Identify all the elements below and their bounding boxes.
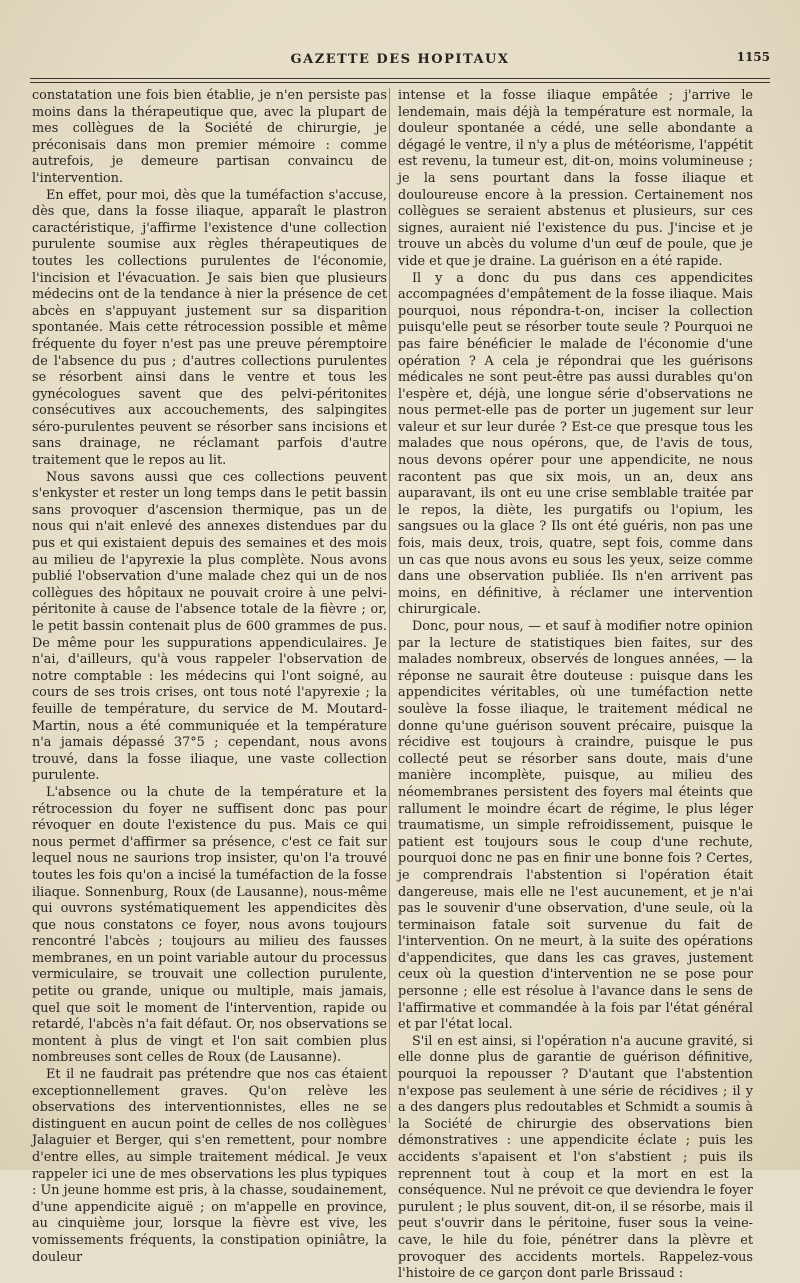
- paragraph: S'il en est ainsi, si l'opération n'a aucune gravité, si elle donne plus de garantie de guérison définitive, pourquoi la repousser ? D'autant que l'abstention n'expose pas seulement à une série de récidives ; il y a des dangers plus redoutables et Schmidt a soumis à la Société de chirurgie des observations bien démonstratives : une appendicite éclate ; puis les accidents s'apaisent et l'on s'abstient ; puis ils reprennent tout à coup et la mort en est la conséquence. Nul ne prévoit ce que deviendra le foyer purulent ; le plus souvent, dit-on, il se résorbe, mais il peut s'ouvrir dans le péritoine, fuser sous la veine-cave, le hile du foie, pénétrer dans la plèvre et provoquer des accidents mortels. Rappelez-vous l'histoire de ce garçon dont parle Brissaud :: [398, 1033, 753, 1282]
- right-column: [398, 88, 753, 1283]
- paragraph: En effet, pour moi, dès que la tuméfaction s'accuse, dès que, dans la fosse iliaque, apparaît le plastron caractéristique, j'affirme l'existence d'une collection purulente soumise aux règles thérapeutiques de toutes les collections purulentes de l'économie, l'incision et l'évacuation. Je sais bien que plusieurs médecins ont de la tendance à nier la présence de cet abcès en s'appuyant justement sur sa disparition spontanée. Mais cette rétrocession possible et même fréquente du foyer n'est pas une preuve péremptoire de l'absence du pus ; d'autres collections purulentes se résorbent ainsi dans le ventre et tous les gynécologues savent que des pelvi-péritonites consécutives aux accouchements, des salpingites séro-purulentes peuvent se résorber sans incisions et sans drainage, ne réclamant parfois d'autre traitement que le repos au lit.: [32, 187, 387, 469]
- column-divider: [389, 88, 390, 1123]
- paragraph: Nous savons aussi que ces collections peuvent s'enkyster et rester un long temps dans le petit bassin sans provoquer d'ascension thermique, pas un de nous qui n'ait enlevé des annexes distendues par du pus et qui existaient depuis des semaines et des mois au milieu de l'apyrexie la plus complète. Nous avons publié l'observation d'une malade chez qui un de nos collègues des hôpitaux ne pouvait croire à une pelvi-péritonite à cause de l'absence totale de la fièvre ; or, le petit bassin contenait plus de 600 grammes de pus. De même pour les suppurations appendiculaires. Je n'ai, d'ailleurs, qu'à vous rappeler l'observation de notre comptable : les médecins qui l'ont soigné, au cours de ses trois crises, ont tous noté l'apyrexie ; la feuille de température, du service de M. Moutard-Martin, nous a été communiquée et la température n'a jamais dépassé 37°5 ; cependant, nous avons trouvé, dans la fosse iliaque, une vaste collection purulente.: [32, 469, 387, 784]
- running-title: GAZETTE DES HOPITAUX: [290, 52, 510, 67]
- paragraph: Et il ne faudrait pas prétendre que nos cas étaient exceptionnellement graves. Qu'on relève les observations des interventionnistes, elles ne se distinguent en aucun point de celles de nos collègues Jalaguier et Berger, qui s'en remettent, pour nombre d'entre elles, au simple traitement médical. Je veux rappeler ici une de mes observations les plus typiques : Un jeune homme est pris, à la chasse, soudainement, d'une appendicite aiguë ; on m'appelle en province, au cinquième jour, lorsque la fièvre est vive, les vomissements fréquents, la constipation opiniâtre, la douleur: [32, 1067, 387, 1265]
- page-header: [30, 50, 770, 76]
- left-column: [32, 88, 387, 1266]
- header-rule-top: [30, 78, 770, 79]
- paragraph: intense et la fosse iliaque empâtée ; j'arrive le lendemain, mais déjà la température est normale, la douleur spontanée a cédé, une selle abondante a dégagé le ventre, il n'y a plus de météorisme, l'appétit est revenu, la tumeur est, dit-on, moins volumineuse ; je la sens pourtant dans la fosse iliaque et douloureuse encore à la pression. Certainement nos collègues se seraient abstenus et plusieurs, sur ces signes, auraient nié l'existence du pus. J'incise et je trouve un abcès du volume d'un œuf de poule, que je vide et que je draine. La guérison en a été rapide.: [398, 88, 753, 269]
- page-number: 1155: [736, 50, 770, 64]
- paragraph: constatation une fois bien établie, je n'en persiste pas moins dans la thérapeutique que, avec la plupart de mes collègues de la Société de chirurgie, je préconisais dans mon premier mémoire : comme autrefois, je demeure partisan convaincu de l'intervention.: [32, 88, 387, 186]
- paragraph: Il y a donc du pus dans ces appendicites accompagnées d'empâtement de la fosse iliaque. Mais pourquoi, nous répondra-t-on, inciser la collection puisqu'elle peut se résorber toute seule ? Pourquoi ne pas faire bénéficier le malade de l'économie d'une opération ? A cela je répondrai que les guérisons médicales ne sont peut-être pas aussi durables qu'on l'espère et, déjà, une longue série d'observations ne nous permet-elle pas de porter un jugement sur leur valeur et sur leur durée ? Est-ce que presque tous les malades que nous opérons, que, de l'avis de tous, nous devons opérer pour une appendicite, ne nous racontent pas que six mois, un an, deux ans auparavant, ils ont eu une crise semblable traitée par le repos, la diète, les purgatifs ou l'opium, les sangsues ou la glace ? Ils ont été guéris, non pas une fois, mais deux, trois, quatre, sept fois, comme dans un cas que nous avons eu sous les yeux, seize comme dans une observation publiée. Ils n'en arrivent pas moins, en définitive, à réclamer une intervention chirurgicale.: [398, 270, 753, 618]
- header-rule-bottom: [30, 82, 770, 83]
- paragraph: Donc, pour nous, — et sauf à modifier notre opinion par la lecture de statistiques bien faites, sur des malades nombreux, observés de longues années, — la réponse ne saurait être douteuse : puisque dans les appendicites véritables, où une tuméfaction nette soulève la fosse iliaque, le traitement médical ne donne qu'une guérison souvent précaire, puisque la récidive est toujours à craindre, puisque le pus collecté peut se résorber sans doute, mais d'une manière incomplète, puisque, au milieu des néomembranes persistent des foyers mal éteints que rallument le moindre écart de régime, le plus léger traumatisme, un simple refroidissement, puisque le patient est toujours sous le coup d'une rechute, pourquoi donc ne pas en finir une bonne fois ? Certes, je comprendrais l'abstention si l'opération était dangereuse, mais elle ne l'est aucunement, et je n'ai pas le souvenir d'une observation, d'une seule, où la terminaison fatale soit survenue du fait de l'intervention. On ne meurt, à la suite des opérations d'appendicites, que dans les cas graves, justement ceux où la question d'intervention ne se pose pour personne ; elle est résolue à l'avance dans le sens de l'affirmative et commandée à la fois par l'état général et par l'état local.: [398, 619, 753, 1033]
- paragraph: L'absence ou la chute de la température et la rétrocession du foyer ne suffisent donc pas pour révoquer en doute l'existence du pus. Mais ce qui nous permet d'affirmer sa présence, c'est ce fait sur lequel nous ne saurions trop insister, qu'on l'a trouvé toutes les fois qu'on a incisé la tuméfaction de la fosse iliaque. Sonnenburg, Roux (de Lausanne), nous-même qui ouvrons systématiquement les appendicites dès que nous constatons ce foyer, nous avons toujours rencontré l'abcès ; toujours au milieu des fausses membranes, en un point variable autour du processus vermiculaire, se trouvait une collection purulente, petite ou grande, unique ou multiple, mais jamais, quel que soit le moment de l'intervention, rapide ou retardé, l'abcès n'a fait défaut. Or, nos observations se montent à plus de vingt et l'on sait combien plus nombreuses sont celles de Roux (de Lausanne).: [32, 784, 387, 1066]
